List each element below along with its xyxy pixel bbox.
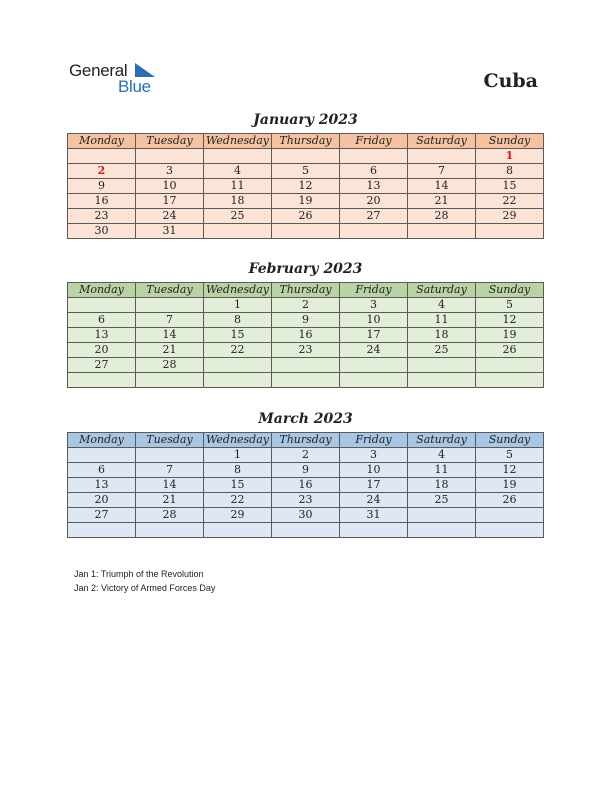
day-cell: 5 (476, 448, 544, 463)
day-cell: 9 (272, 463, 340, 478)
weekday-header: Thursday (272, 433, 340, 448)
week-row (68, 463, 544, 478)
day-cell (476, 508, 544, 523)
weekday-header: Tuesday (136, 134, 204, 149)
weekday-header: Monday (68, 433, 136, 448)
day-cell: 21 (136, 493, 204, 508)
day-cell: 14 (408, 179, 476, 194)
day-cell: 6 (68, 313, 136, 328)
day-cell: 3 (340, 298, 408, 313)
day-cell (408, 508, 476, 523)
day-cell: 20 (68, 493, 136, 508)
day-cell (68, 298, 136, 313)
weekday-header: Saturday (408, 283, 476, 298)
day-cell: 10 (340, 313, 408, 328)
day-cell: 4 (408, 448, 476, 463)
holiday-notes (74, 567, 215, 595)
day-cell: 21 (136, 343, 204, 358)
weekday-header: Tuesday (136, 433, 204, 448)
day-cell (136, 448, 204, 463)
day-cell (272, 149, 340, 164)
week-row (68, 209, 544, 224)
day-cell (204, 523, 272, 538)
day-cell (136, 373, 204, 388)
month-title: February 2023 (248, 261, 363, 277)
day-cell: 8 (204, 313, 272, 328)
day-cell: 23 (272, 493, 340, 508)
day-cell: 26 (476, 343, 544, 358)
week-row (68, 493, 544, 508)
day-cell: 10 (136, 179, 204, 194)
day-cell: 7 (136, 463, 204, 478)
month-title: January 2023 (253, 112, 358, 128)
month-january (67, 112, 544, 239)
day-cell: 11 (408, 313, 476, 328)
week-row (68, 508, 544, 523)
weekday-header: Tuesday (136, 283, 204, 298)
day-cell (476, 523, 544, 538)
day-cell: 20 (340, 194, 408, 209)
day-cell (340, 149, 408, 164)
day-cell: 12 (272, 179, 340, 194)
day-cell: 15 (204, 478, 272, 493)
holiday-note: Jan 1: Triumph of the Revolution (74, 569, 204, 579)
weekday-header: Sunday (476, 283, 544, 298)
day-cell: 15 (476, 179, 544, 194)
weekday-header-row (68, 134, 544, 149)
day-cell: 16 (68, 194, 136, 209)
day-cell: 18 (408, 328, 476, 343)
day-cell: 13 (68, 328, 136, 343)
day-cell: 29 (476, 209, 544, 224)
day-cell (340, 224, 408, 239)
day-cell: 5 (272, 164, 340, 179)
day-cell (68, 448, 136, 463)
day-cell: 12 (476, 313, 544, 328)
logo (69, 61, 169, 97)
day-cell (408, 358, 476, 373)
day-cell: 14 (136, 478, 204, 493)
day-cell (408, 224, 476, 239)
day-cell: 3 (340, 448, 408, 463)
weekday-header: Sunday (476, 134, 544, 149)
day-cell: 8 (204, 463, 272, 478)
month-title: March 2023 (258, 411, 353, 427)
weekday-header: Sunday (476, 433, 544, 448)
week-row (68, 328, 544, 343)
day-cell (136, 149, 204, 164)
day-cell: 27 (68, 508, 136, 523)
day-cell: 22 (204, 343, 272, 358)
weekday-header: Thursday (272, 134, 340, 149)
day-cell: 22 (204, 493, 272, 508)
week-row (68, 194, 544, 209)
day-cell (204, 373, 272, 388)
day-cell: 5 (476, 298, 544, 313)
weekday-header: Friday (340, 283, 408, 298)
weekday-header: Thursday (272, 283, 340, 298)
day-cell: 1 (204, 448, 272, 463)
day-cell: 17 (136, 194, 204, 209)
day-cell: 25 (408, 343, 476, 358)
day-cell: 20 (68, 343, 136, 358)
day-cell (340, 358, 408, 373)
weekday-header: Monday (68, 134, 136, 149)
day-cell: 9 (272, 313, 340, 328)
weekday-header: Saturday (408, 134, 476, 149)
day-cell: 13 (68, 478, 136, 493)
day-cell: 22 (476, 194, 544, 209)
week-row (68, 179, 544, 194)
week-row (68, 358, 544, 373)
day-cell (408, 373, 476, 388)
day-cell (68, 149, 136, 164)
day-cell: 29 (204, 508, 272, 523)
week-row (68, 164, 544, 179)
day-cell: 4 (408, 298, 476, 313)
day-cell (340, 523, 408, 538)
month-march (67, 411, 544, 538)
day-cell: 4 (204, 164, 272, 179)
day-cell: 13 (340, 179, 408, 194)
day-cell: 8 (476, 164, 544, 179)
week-row (68, 149, 544, 164)
day-cell: 17 (340, 478, 408, 493)
day-cell: 23 (272, 343, 340, 358)
day-cell: 7 (408, 164, 476, 179)
day-cell: 19 (272, 194, 340, 209)
day-cell (340, 373, 408, 388)
holiday-note: Jan 2: Victory of Armed Forces Day (74, 583, 216, 593)
calendar-table (67, 432, 544, 538)
day-cell: 1 (204, 298, 272, 313)
weekday-header: Monday (68, 283, 136, 298)
weekday-header: Wednesday (204, 433, 272, 448)
week-row (68, 343, 544, 358)
day-cell (136, 523, 204, 538)
week-row (68, 298, 544, 313)
day-cell: 16 (272, 478, 340, 493)
day-cell: 6 (340, 164, 408, 179)
day-cell: 2 (272, 448, 340, 463)
day-cell: 23 (68, 209, 136, 224)
holiday-day-cell: 2 (68, 164, 136, 179)
weekday-header: Wednesday (204, 283, 272, 298)
day-cell (68, 373, 136, 388)
logo-word-blue: Blue (118, 77, 151, 96)
day-cell: 2 (272, 298, 340, 313)
day-cell: 18 (408, 478, 476, 493)
day-cell: 26 (476, 493, 544, 508)
weekday-header: Friday (340, 433, 408, 448)
day-cell (476, 224, 544, 239)
day-cell: 28 (408, 209, 476, 224)
calendar-table (67, 133, 544, 239)
week-row (68, 224, 544, 239)
day-cell (476, 358, 544, 373)
day-cell: 16 (272, 328, 340, 343)
day-cell: 26 (272, 209, 340, 224)
day-cell: 27 (340, 209, 408, 224)
day-cell (204, 358, 272, 373)
week-row (68, 478, 544, 493)
month-february (67, 261, 544, 388)
day-cell: 6 (68, 463, 136, 478)
logo-triangle-icon (135, 63, 155, 77)
day-cell: 24 (340, 493, 408, 508)
day-cell: 18 (204, 194, 272, 209)
weekday-header: Saturday (408, 433, 476, 448)
week-row (68, 313, 544, 328)
day-cell: 3 (136, 164, 204, 179)
day-cell (272, 358, 340, 373)
day-cell: 30 (272, 508, 340, 523)
day-cell: 19 (476, 478, 544, 493)
day-cell (136, 298, 204, 313)
day-cell: 28 (136, 358, 204, 373)
day-cell (476, 373, 544, 388)
week-row (68, 448, 544, 463)
week-row (68, 523, 544, 538)
day-cell: 11 (204, 179, 272, 194)
day-cell: 25 (408, 493, 476, 508)
day-cell: 11 (408, 463, 476, 478)
weekday-header-row (68, 433, 544, 448)
country-title: Cuba (483, 70, 538, 92)
day-cell (68, 523, 136, 538)
day-cell (272, 523, 340, 538)
day-cell: 17 (340, 328, 408, 343)
day-cell (408, 523, 476, 538)
weekday-header: Friday (340, 134, 408, 149)
day-cell: 31 (136, 224, 204, 239)
day-cell (204, 149, 272, 164)
weekday-header: Wednesday (204, 134, 272, 149)
day-cell: 25 (204, 209, 272, 224)
day-cell: 30 (68, 224, 136, 239)
day-cell: 21 (408, 194, 476, 209)
day-cell: 24 (340, 343, 408, 358)
day-cell: 10 (340, 463, 408, 478)
day-cell: 28 (136, 508, 204, 523)
calendar-table (67, 282, 544, 388)
day-cell: 14 (136, 328, 204, 343)
day-cell (204, 224, 272, 239)
day-cell: 12 (476, 463, 544, 478)
day-cell: 7 (136, 313, 204, 328)
day-cell: 27 (68, 358, 136, 373)
day-cell: 15 (204, 328, 272, 343)
weekday-header-row (68, 283, 544, 298)
day-cell (408, 149, 476, 164)
day-cell (272, 373, 340, 388)
day-cell: 19 (476, 328, 544, 343)
day-cell: 24 (136, 209, 204, 224)
day-cell (272, 224, 340, 239)
week-row (68, 373, 544, 388)
day-cell: 9 (68, 179, 136, 194)
logo-word-general: General (69, 61, 128, 80)
day-cell: 31 (340, 508, 408, 523)
holiday-day-cell: 1 (476, 149, 544, 164)
